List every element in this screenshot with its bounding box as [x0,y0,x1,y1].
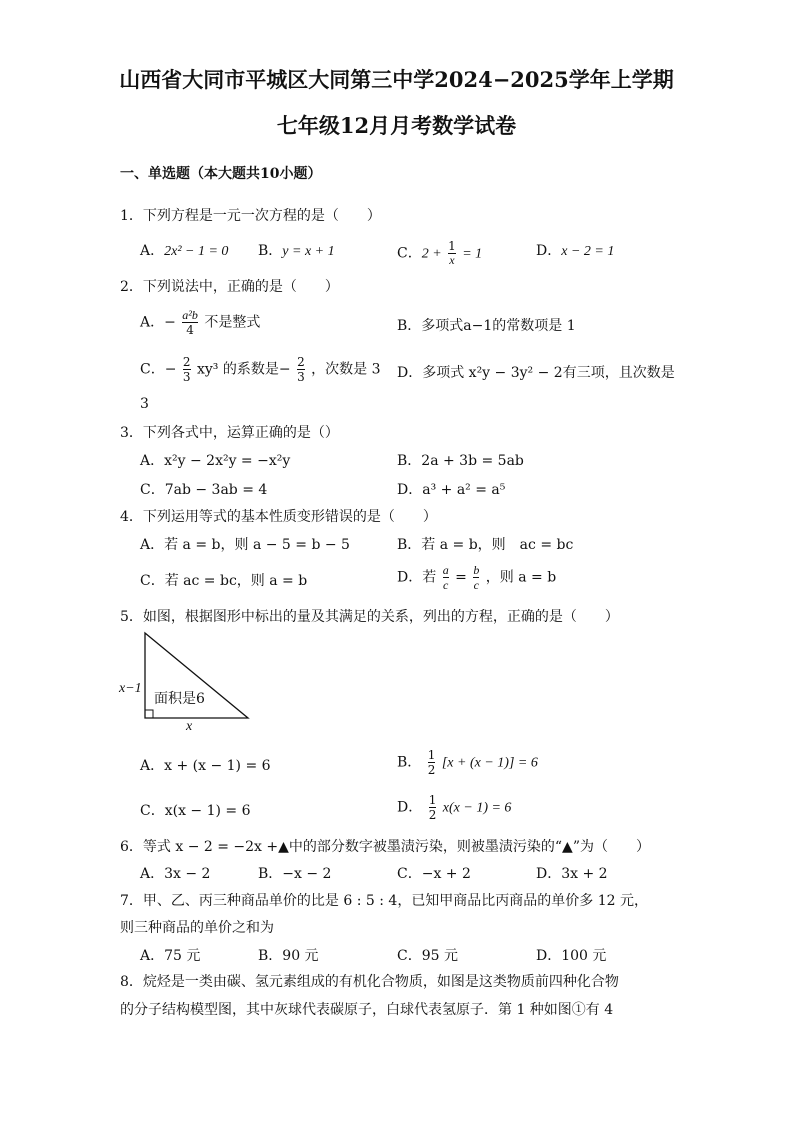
q4-option-d: D．若 $\frac{a}{c}$ = $\frac{b}{c}$ ，则 a = b [397,563,557,592]
q2-option-b: B．多项式a−1的常数项是 1 [397,318,576,334]
q6-option-c: C．−x + 2 [397,866,471,882]
exam-title-line1: 山西省大同市平城区大同第三中学2024−2025学年上学期 [119,67,674,92]
q7-option-a: A．75 元 [140,948,201,964]
q5-option-a: A．x + (x − 1) = 6 [140,758,271,774]
q1-stem: 1．下列方程是一元一次方程的是（ ） [120,208,381,224]
q5-option-d: D． $\frac{1}{2}$ x(x − 1) = 6 [397,793,512,822]
q2-option-d: D．多项式 x²y − 3y² − 2有三项，且次数是 [397,365,675,381]
q6-option-b: B．−x − 2 [258,866,332,882]
right-triangle-figure [140,628,255,724]
q4-option-c: C．若 ac = bc，则 a = b [140,573,308,589]
q5-option-c: C．x(x − 1) = 6 [140,803,251,819]
q7-stem-line2: 则三种商品的单价之和为 [120,920,274,936]
q4-option-b: B．若 a = b，则 ac = bc [397,537,574,553]
q2-option-d-continued: 3 [140,396,149,412]
q4-stem: 4．下列运用等式的基本性质变形错误的是（ ） [120,509,437,525]
q7-stem-line1: 7．甲、乙、丙三种商品单价的比是 6 : 5 : 4，已知甲商品比丙商品的单价多 12 元， [120,893,649,909]
exam-title-line2: 七年级12月月考数学试卷 [276,113,517,138]
q1-option-a: A．2x² − 1 = 0 [140,243,229,259]
q1-option-d: D．x − 2 = 1 [536,243,615,259]
q8-stem-line1: 8．烷烃是一类由碳、氢元素组成的有机化合物质，如图是这类物质前四种化合物 [120,974,619,990]
q3-option-a: A．x²y − 2x²y = −x²y [140,453,291,469]
q1-option-b: B．y = x + 1 [258,243,335,259]
q2-option-c: C．− $\frac{2}{3}$ xy³ 的系数是− $\frac{2}{3}$ ，次数是 3 [140,355,381,384]
section-heading: 一、单选题（本大题共10小题） [120,166,322,182]
q5-stem: 5．如图，根据图形中标出的量及其满足的关系，列出的方程，正确的是（ ） [120,609,619,625]
q7-option-b: B．90 元 [258,948,319,964]
q4-option-a: A．若 a = b，则 a − 5 = b − 5 [140,537,350,553]
q2-option-a: A．− $\frac{\text{a²b}}{4}$ 不是整式 [140,308,261,337]
q2-stem: 2．下列说法中，正确的是（ ） [120,279,339,295]
triangle-side-label: x−1 [119,681,142,696]
triangle-area-label: 面积是6 [154,691,205,707]
q3-stem: 3．下列各式中，运算正确的是（） [120,425,339,441]
q6-stem: 6．等式 x − 2 = −2x +▲中的部分数字被墨渍污染，则被墨渍污染的“▲”为（ ） [120,839,650,855]
q5-option-b: B． $\frac{1}{2}$ [x + (x − 1)] = 6 [397,748,538,777]
triangle-base-label: x [186,719,193,734]
q3-option-b: B．2a + 3b = 5ab [397,453,524,469]
q7-option-c: C．95 元 [397,948,458,964]
q3-option-d: D．a³ + a² = a⁵ [397,482,506,498]
q1-option-c: C．2 + $\frac{1}{x}$ = 1 [397,239,483,267]
q3-option-c: C．7ab − 3ab = 4 [140,482,268,498]
q6-option-a: A．3x − 2 [140,866,211,882]
q6-option-d: D．3x + 2 [536,866,608,882]
q7-option-d: D．100 元 [536,948,607,964]
q8-stem-line2: 的分子结构模型图，其中灰球代表碳原子，白球代表氢原子．第 1 种如图①有 4 [120,1002,614,1018]
